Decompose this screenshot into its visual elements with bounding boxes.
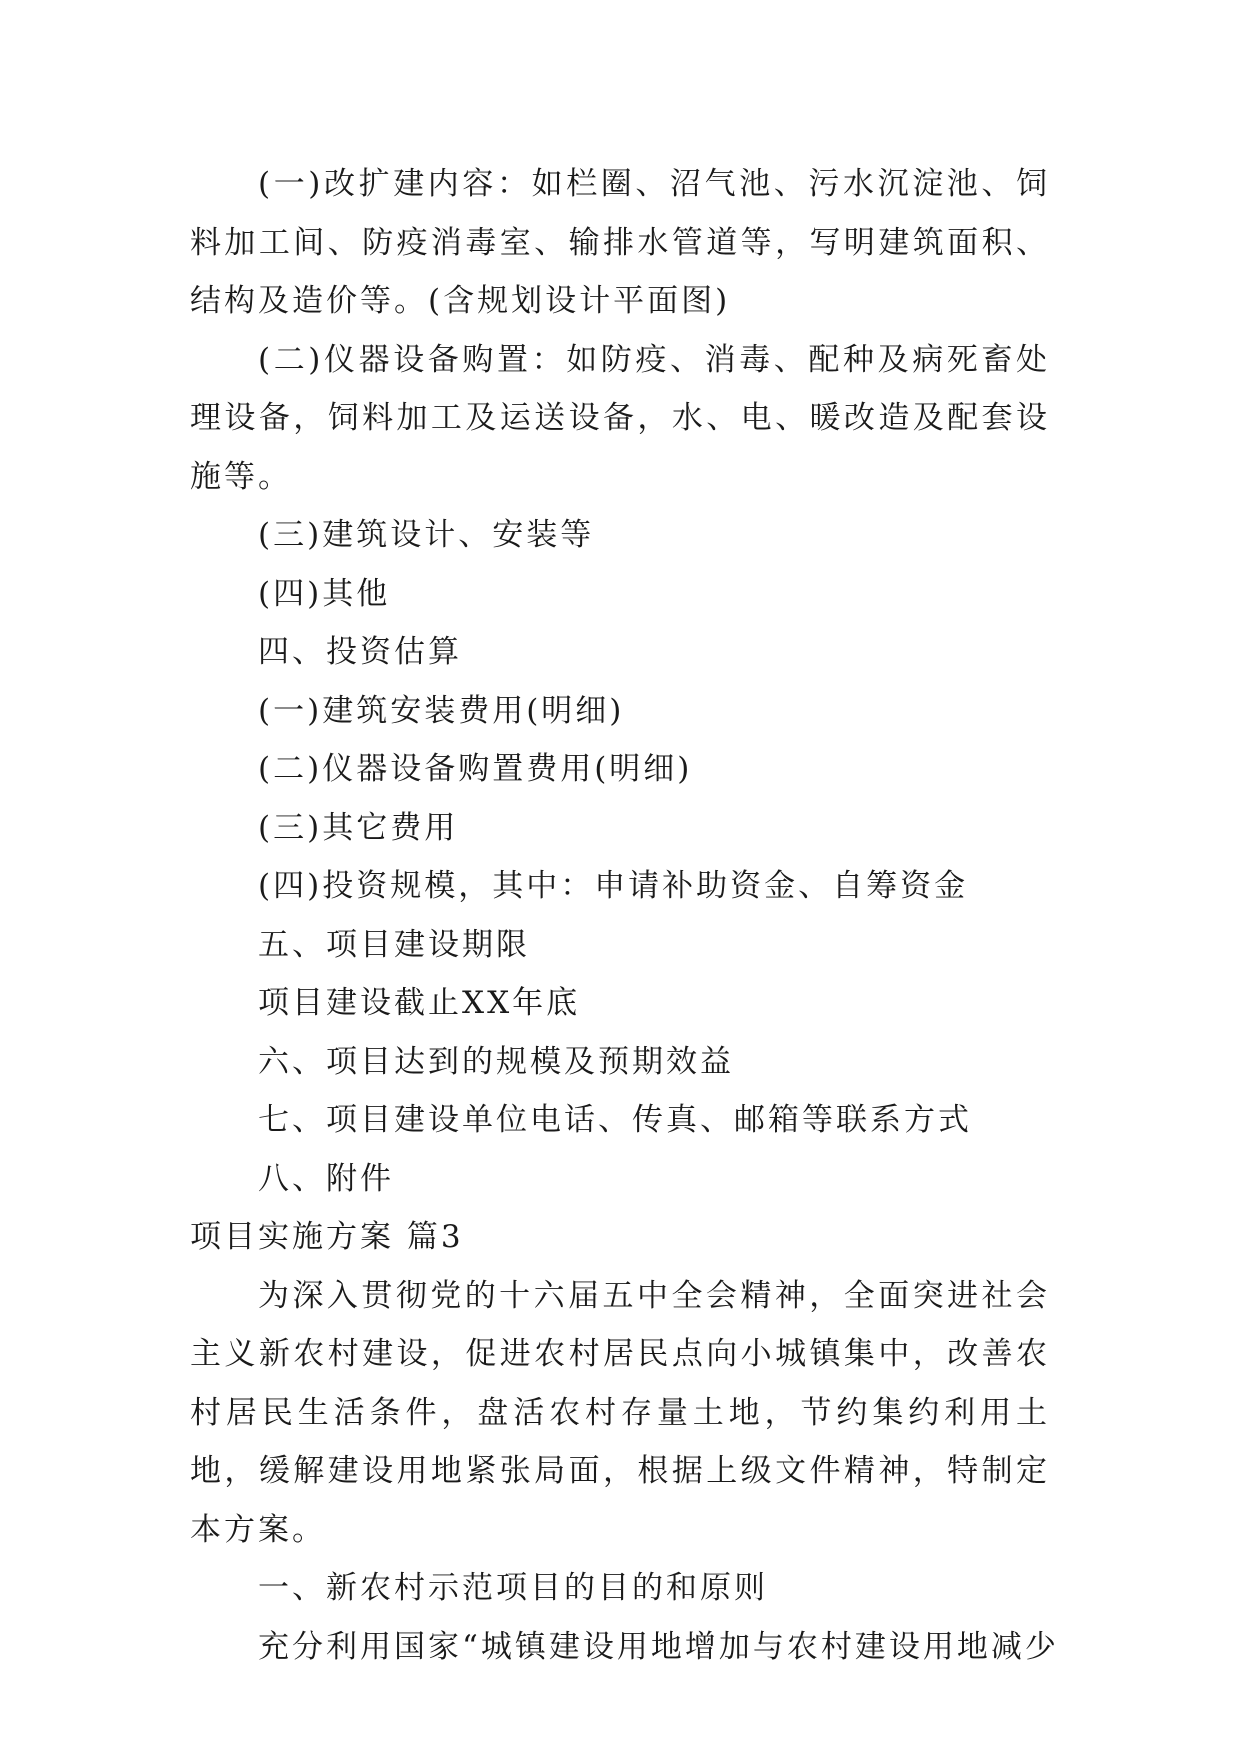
section-contact-info: 七、项目建设单位电话、传真、邮箱等联系方式 [258,1102,972,1138]
line-deadline: 项目建设截止XX年底 [258,985,581,1021]
line-equipment-cost: (二)仪器设备购置费用(明细) [258,751,693,787]
line-other: (四)其他 [258,575,391,612]
line-building-design: (三)建筑设计、安装等 [258,517,595,553]
section-expected-benefits: 六、项目达到的规模及预期效益 [258,1043,734,1080]
line-other-cost: (三)其它费用 [258,809,459,846]
section-construction-period: 五、项目建设期限 [258,926,530,963]
section-purpose-principles: 一、新农村示范项目的目的和原则 [258,1570,768,1606]
line-construction-cost: (一)建筑安装费用(明细) [258,692,625,729]
line-policy-usage: 充分利用国家“城镇建设用地增加与农村建设用地减少 [258,1628,1059,1665]
paragraph-intro: 为深入贯彻党的十六届五中全会精神，全面突进社会主义新农村建设，促进农村居民点向小城镇集中，改善农村居民生活条件，盘活农村存量土地，节约集约利用土地，缓解建设用地紧张局面，根据上级文件精神，特制定本方案。 [190,1277,1050,1548]
section-attachments: 八、附件 [258,1160,394,1197]
heading-plan-3: 项目实施方案 篇3 [190,1219,464,1255]
paragraph-equipment-purchase: (二)仪器设备购置：如防疫、消毒、配种及病死畜处理设备，饲料加工及运送设备，水、电、暖改造及配套设施等。 [190,341,1050,495]
paragraph-renovation-content: (一)改扩建内容：如栏圈、沼气池、污水沉淀池、饲料加工间、防疫消毒室、输排水管道等，写明建筑面积、结构及造价等。(含规划设计平面图) [190,166,1050,319]
line-investment-scale: (四)投资规模，其中：申请补助资金、自筹资金 [258,868,969,904]
document-page [190,155,1059,1676]
section-investment-estimate: 四、投资估算 [258,634,462,670]
